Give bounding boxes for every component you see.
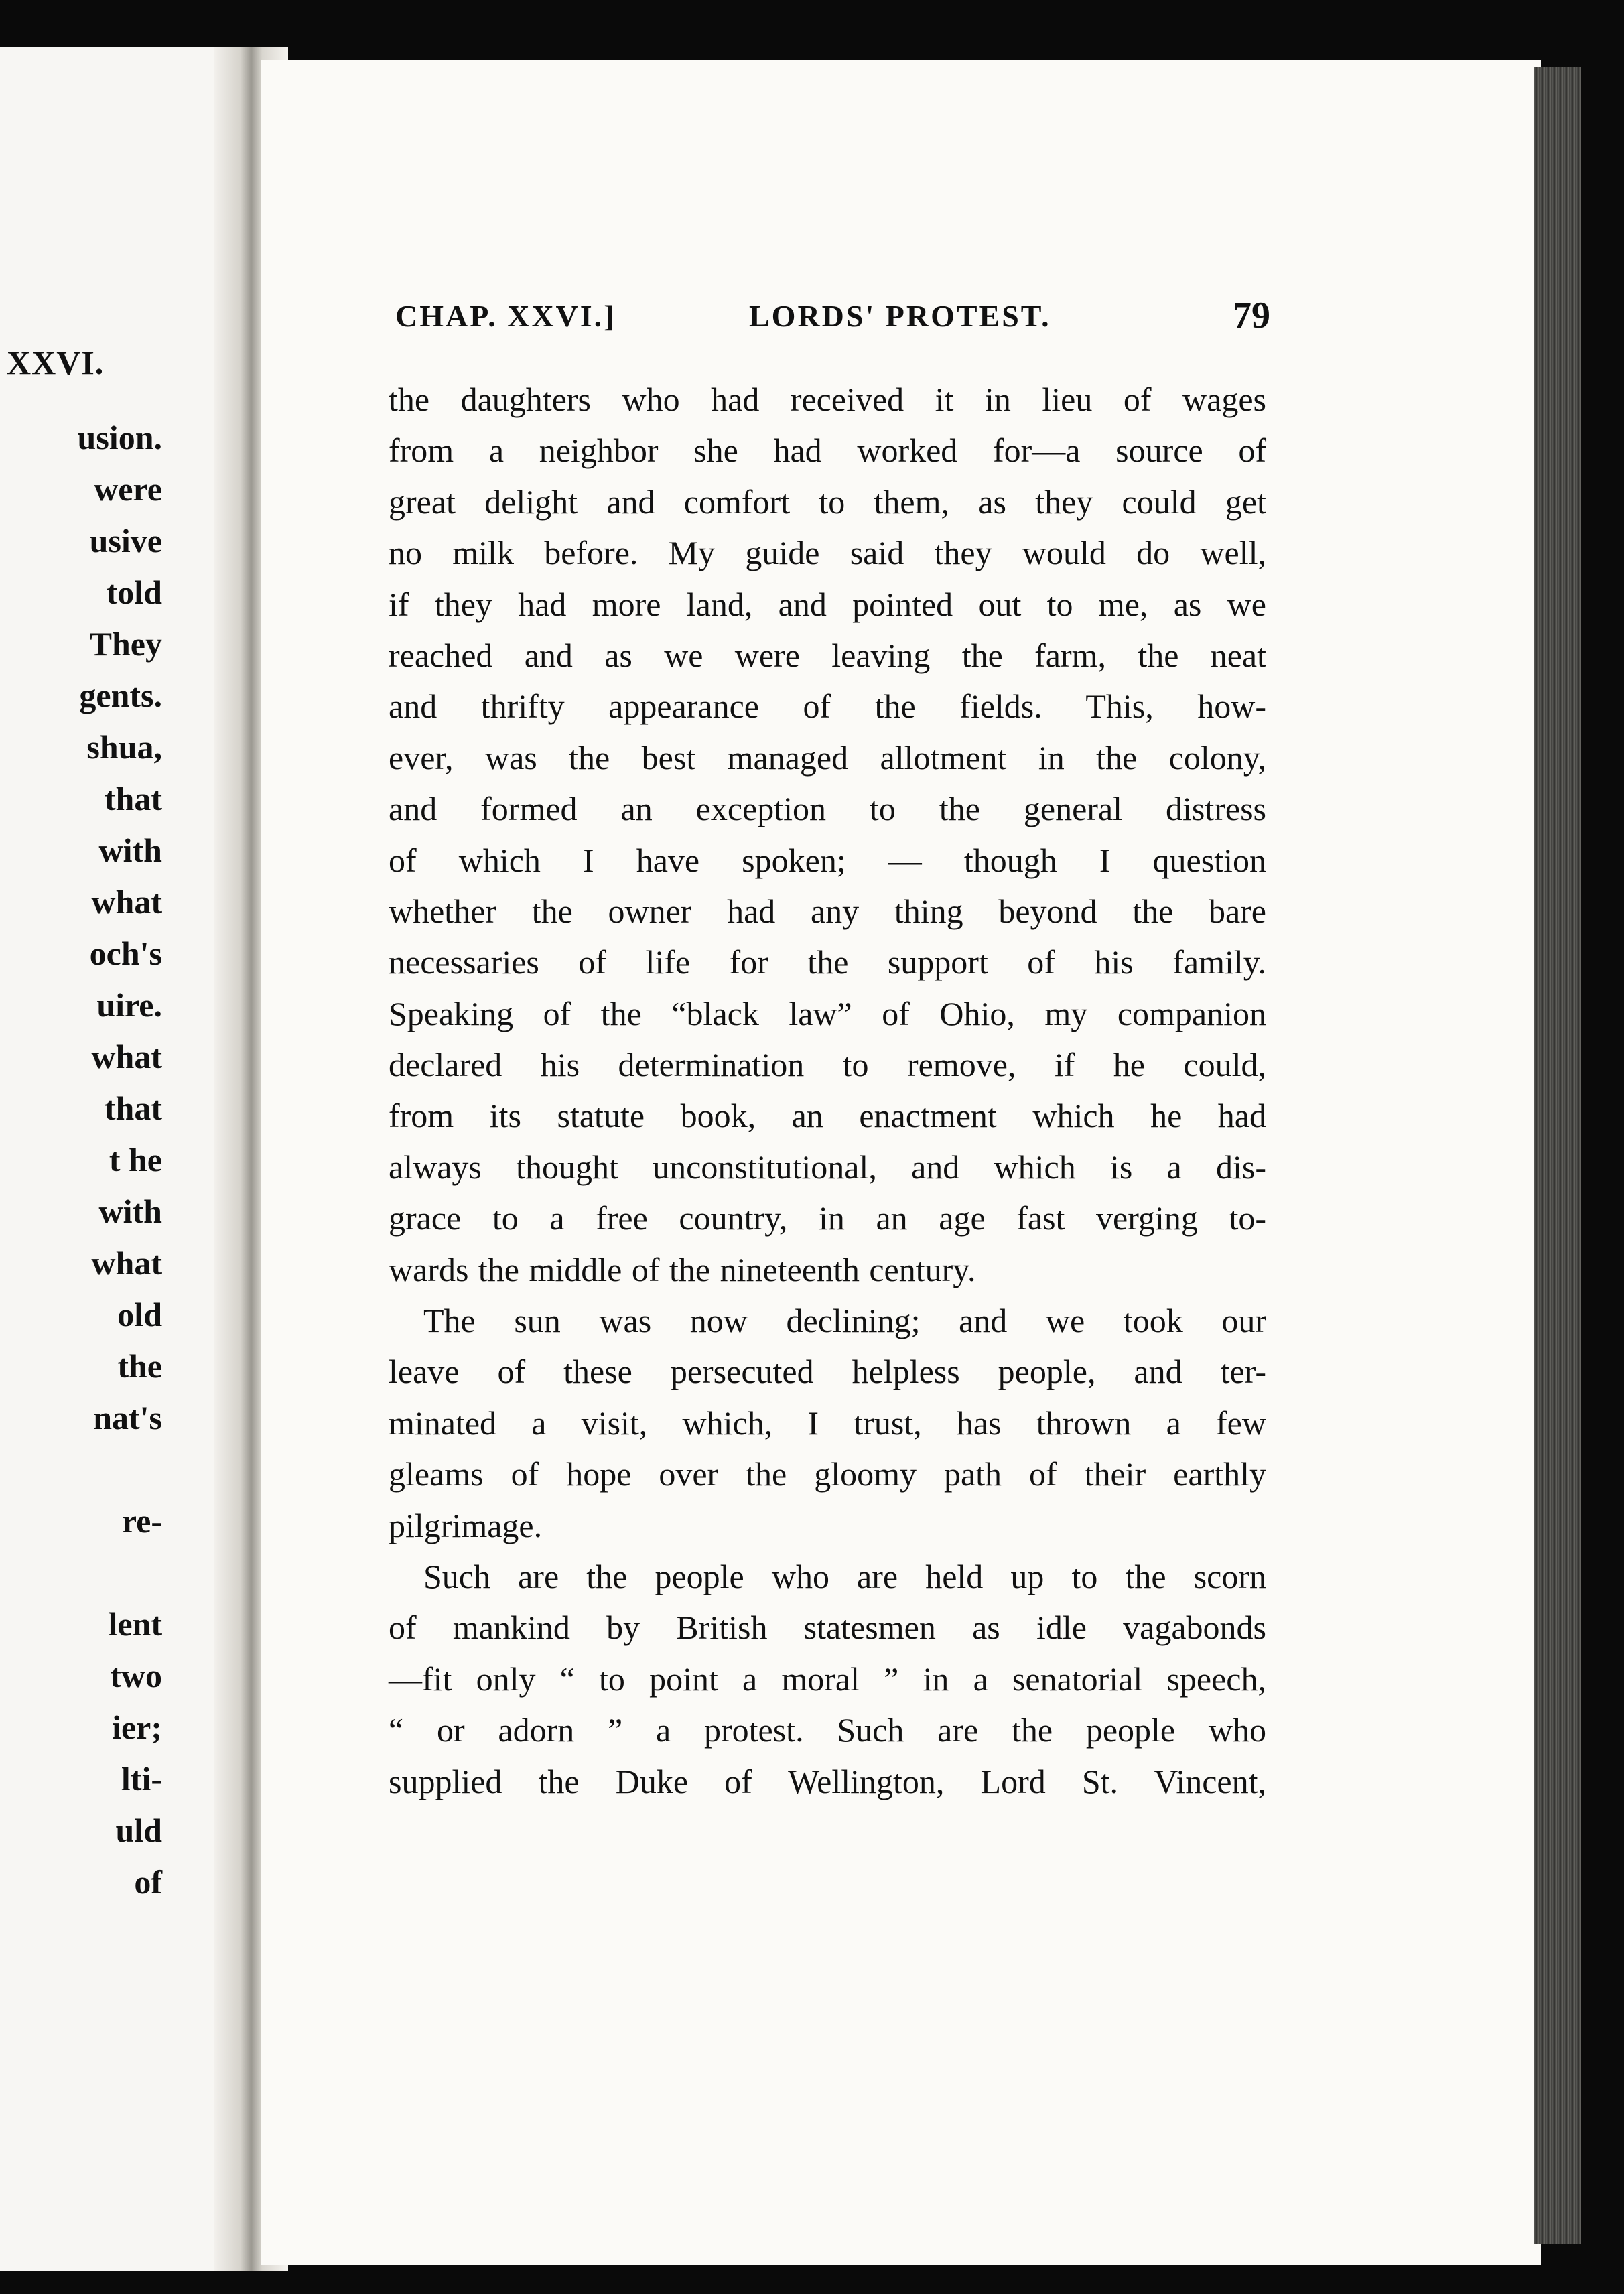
running-head-chapter: CHAP. XXVI.]: [395, 299, 616, 333]
left-line: were: [94, 470, 162, 508]
left-line: [78, 1547, 162, 1599]
left-line: They: [89, 625, 162, 663]
text-line: great delight and comfort to them, as they could get: [389, 482, 1266, 521]
left-page-header: XXVI.: [7, 344, 105, 381]
left-line: two: [110, 1657, 162, 1694]
text-line: leave of these persecuted helpless people, and ter-: [389, 1353, 1266, 1391]
left-page: [0, 47, 248, 2271]
page-number: 79: [1233, 295, 1270, 336]
left-line: lti-: [121, 1760, 162, 1798]
page-body: [389, 374, 1266, 1807]
running-head-title: LORDS' PROTEST.: [749, 299, 1051, 333]
left-line: uire.: [96, 986, 162, 1024]
text-line: whether the owner had any thing beyond the bare: [389, 892, 1266, 930]
left-line: usive: [89, 522, 162, 559]
left-line: ier;: [112, 1708, 162, 1746]
left-line: what: [91, 1244, 162, 1282]
text-line: necessaries of life for the support of his family.: [389, 943, 1266, 982]
text-line: pilgrimage.: [389, 1506, 543, 1544]
left-line: [78, 1444, 162, 1495]
text-line: grace to a free country, in an age fast verging to-: [389, 1199, 1266, 1237]
text-line: “ or adorn ” a protest. Such are the people who: [389, 1711, 1266, 1749]
text-line: —fit only “ to point a moral ” in a senatorial speech,: [389, 1660, 1266, 1698]
text-line: reached and as we were leaving the farm, the neat: [389, 636, 1266, 674]
text-line: minated a visit, which, I trust, has thrown a few: [389, 1404, 1266, 1442]
left-line: with: [98, 831, 162, 869]
left-line: what: [91, 883, 162, 921]
left-line: re-: [121, 1502, 162, 1540]
left-line: what: [91, 1038, 162, 1075]
left-line: of: [134, 1863, 162, 1901]
text-line: Speaking of the “black law” of Ohio, my companion: [389, 994, 1266, 1032]
left-line: lent: [108, 1605, 162, 1643]
left-line: nat's: [93, 1399, 162, 1436]
left-line: gents.: [79, 677, 162, 714]
left-line: och's: [89, 935, 162, 972]
text-line: ever, was the best managed allotment in the colony,: [389, 738, 1266, 777]
left-line: with: [98, 1193, 162, 1230]
text-line: and thrifty appearance of the fields. This, how-: [389, 687, 1266, 726]
left-line: the: [117, 1347, 162, 1385]
left-line: uld: [115, 1812, 162, 1849]
left-line: t he: [109, 1141, 162, 1178]
left-line: that: [104, 1089, 162, 1127]
left-line: that: [104, 780, 162, 817]
left-line: told: [106, 574, 162, 611]
left-line: usion.: [77, 419, 162, 456]
text-line: from its statute book, an enactment which he had: [389, 1097, 1266, 1135]
text-line: supplied the Duke of Wellington, Lord St. Vincent,: [389, 1762, 1266, 1800]
left-line: shua,: [86, 728, 162, 766]
text-line: of mankind by British statesmen as idle vagabonds: [389, 1609, 1266, 1647]
text-line: no milk before. My guide said they would do well,: [389, 534, 1266, 572]
text-line: wards the middle of the nineteenth century.: [389, 1250, 976, 1288]
text-line: declared his determination to remove, if he could,: [389, 1046, 1266, 1084]
text-line: if they had more land, and pointed out to me, as we: [389, 585, 1266, 623]
running-head: [395, 295, 1270, 338]
left-page-text: [78, 412, 162, 1908]
left-line: old: [117, 1296, 162, 1333]
text-line: Such are the people who are held up to the scorn: [423, 1557, 1266, 1595]
page-fore-edge: [1534, 67, 1581, 2244]
text-line: The sun was now declining; and we took our: [423, 1302, 1266, 1340]
text-line: and formed an exception to the general distress: [389, 790, 1266, 828]
text-line: gleams of hope over the gloomy path of their earthly: [389, 1455, 1266, 1493]
text-line: of which I have spoken; — though I question: [389, 841, 1266, 879]
text-line: always thought unconstitutional, and which is a dis-: [389, 1148, 1266, 1186]
text-line: from a neighbor she had worked for—a source of: [389, 431, 1266, 470]
text-line: the daughters who had received it in lieu of wages: [389, 381, 1266, 418]
